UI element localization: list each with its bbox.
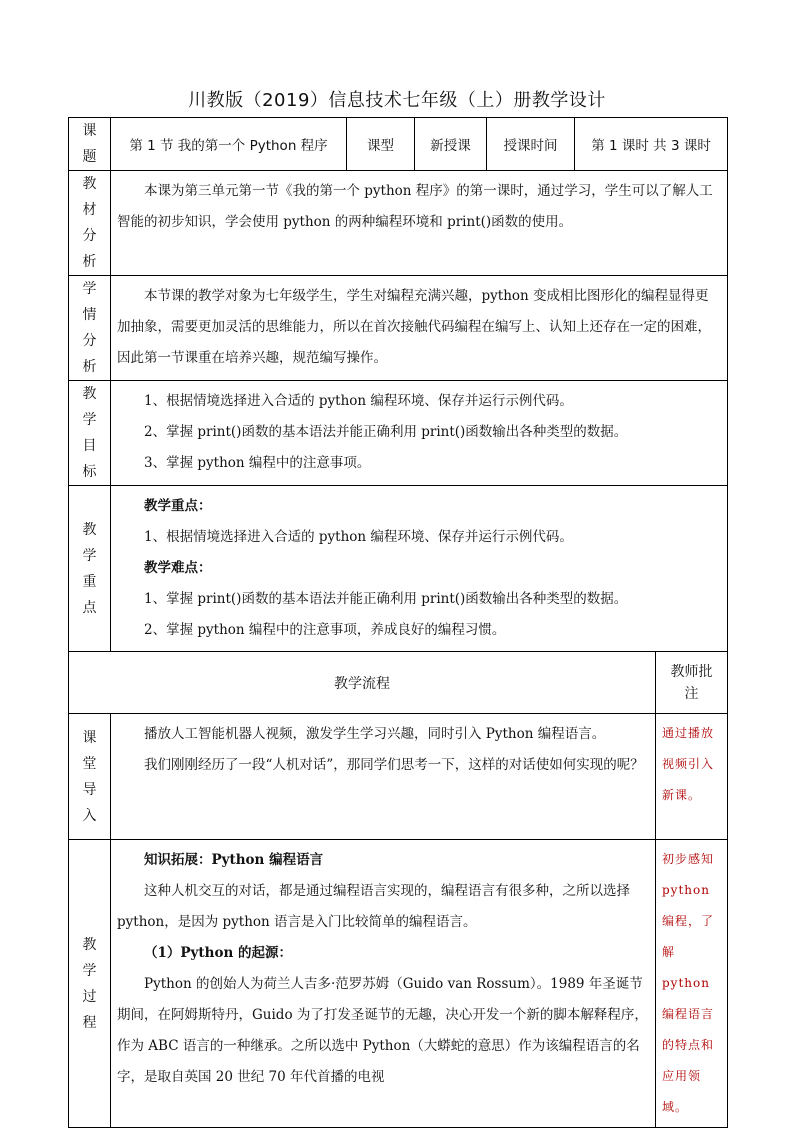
intro-text: 播放人工智能机器人视频，激发学生学习兴趣，同时引入 Python 编程语言。 我们刚刚经历了一段“人机对话”，那同学们思考一下，这样的对话使如何实现的呢？ [111, 714, 656, 840]
intro-label: 课 堂 导 入 [69, 714, 111, 840]
process-label: 教 学 过 程 [69, 840, 111, 1128]
focus-label: 教 学 重 点 [69, 486, 111, 652]
origin-title: （1）Python 的起源： [144, 945, 292, 961]
lesson-plan-table [68, 117, 728, 1128]
students-row [69, 276, 728, 381]
key-item: 1、根据情境选择进入合适的 python 编程环境、保存并运行示例代码。 [144, 529, 573, 545]
material-label: 教 材 分 析 [69, 171, 111, 276]
goals-row [69, 381, 728, 486]
process-row [69, 840, 728, 1128]
time-label: 授课时间 [487, 118, 575, 171]
key-title: 教学重点： [144, 498, 212, 514]
hard-title: 教学难点： [144, 560, 212, 576]
header-row [69, 118, 728, 171]
goal-item: 1、根据情境选择进入合适的 python 编程环境、保存并运行示例代码。 [144, 393, 573, 409]
page-title: 川教版（2019）信息技术七年级（上）册教学设计 [188, 90, 606, 111]
students-label: 学 情 分 析 [69, 276, 111, 381]
students-text: 本节课的教学对象为七年级学生，学生对编程充满兴趣，python 变成相比图形化的编程显得更加抽象，需要更加灵活的思维能力，所以在首次接触代码编程在编写上、认知上还存在一定的困难，因此第一节课重在培养兴趣，规范编写操作。 [111, 276, 728, 381]
goals-label: 教 学 目 标 [69, 381, 111, 486]
flow-title: 教学流程 [69, 652, 656, 714]
type-label: 课型 [347, 118, 415, 171]
focus-row [69, 486, 728, 652]
extension-title: 知识拓展：Python 编程语言 [144, 852, 324, 868]
material-text: 本课为第三单元第一节《我的第一个 python 程序》的第一课时，通过学习，学生可以了解人工智能的初步知识，学会使用 python 的两种编程环境和 print()函数的使用。 [111, 171, 728, 276]
type-value: 新授课 [415, 118, 487, 171]
goal-item: 3、掌握 python 编程中的注意事项。 [144, 455, 371, 471]
topic-label: 课 题 [69, 118, 111, 171]
focus-text [111, 486, 728, 652]
goals-text [111, 381, 728, 486]
time-value: 第 1 课时 共 3 课时 [575, 118, 728, 171]
material-row [69, 171, 728, 276]
hard-item: 2、掌握 python 编程中的注意事项，养成良好的编程习惯。 [144, 622, 506, 638]
intro-row [69, 714, 728, 840]
flow-header-row [69, 652, 728, 714]
hard-item: 1、掌握 print()函数的基本语法并能正确利用 print()函数输出各种类型的数据。 [144, 591, 628, 607]
teacher-note-title: 教师批 注 [656, 652, 728, 714]
process-note: 初步感知 python 编程，了解 python 编程语言的特点和应用领域。 [656, 840, 728, 1128]
intro-note: 通过播放视频引入新课。 [656, 714, 728, 840]
goal-item: 2、掌握 print()函数的基本语法并能正确利用 print()函数输出各种类型的数据。 [144, 424, 628, 440]
topic-value: 第 1 节 我的第一个 Python 程序 [111, 118, 347, 171]
process-text: 知识拓展：Python 编程语言 这种人机交互的对话，都是通过编程语言实现的，编程语言有很多种，之所以选择 python，是因为 python 语言是入门比较简单的编程语言。 （1）Python 的起源： Python 的创始人为荷兰人吉多·范罗苏姆（Guido van Rossum）。1989 年圣诞节期间，在阿姆斯特丹，Guido 为了打发圣诞节的无趣，决心开发一个新的脚本解释程序，作为 ABC 语言的一种继承。之所以选中 Python（大蟒蛇的意思）作为该编程语言的名字，是取自英国 20 世纪 70 年代首播的电视 [111, 840, 656, 1128]
